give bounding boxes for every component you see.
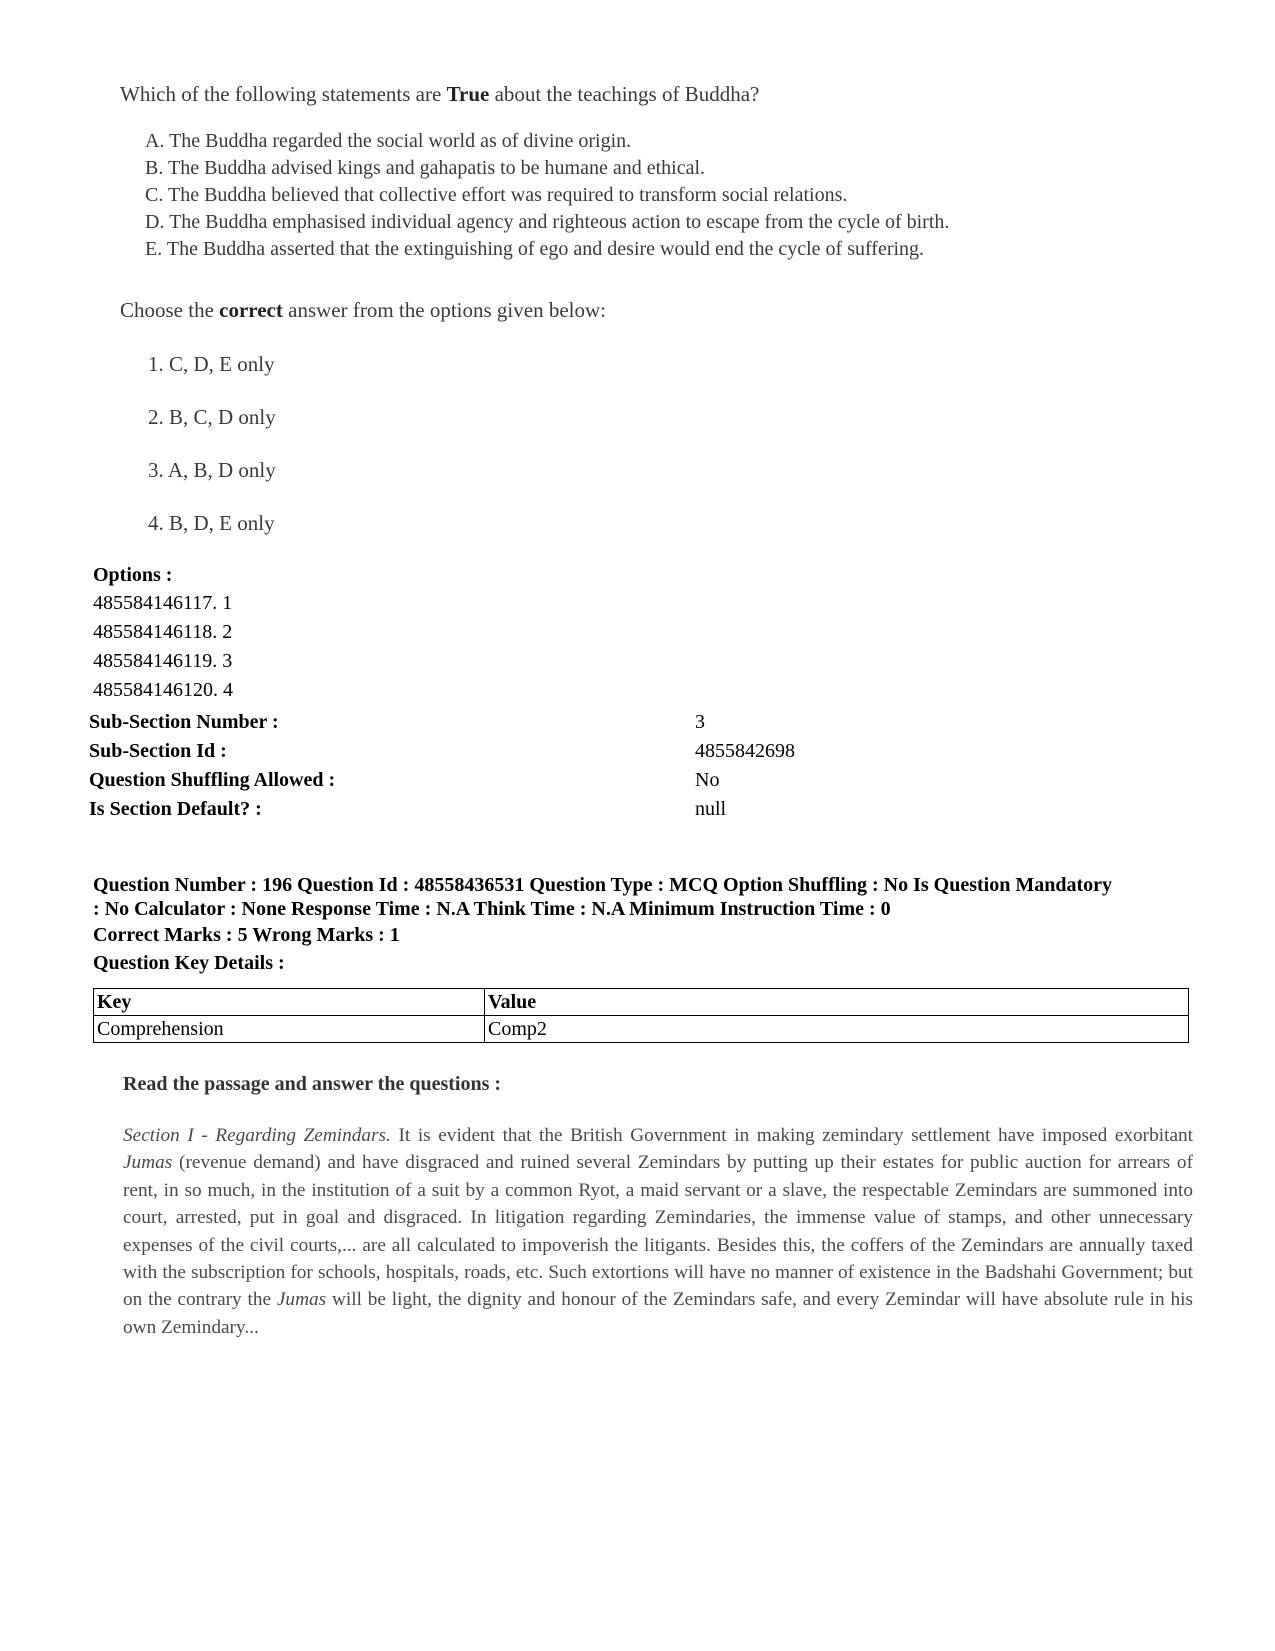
answer-choice-2: 2. B, C, D only	[148, 405, 276, 429]
statement-d: D. The Buddha emphasised individual agency and righteous action to escape from the cycle of birth.	[145, 211, 950, 233]
table-header-row	[94, 989, 1189, 1016]
option-item: 485584146118. 2	[93, 621, 233, 643]
key-details-label: Question Key Details :	[93, 952, 285, 974]
subsection-id-label: Sub-Section Id :	[89, 740, 227, 762]
section-default-label: Is Section Default? :	[89, 798, 262, 820]
question-meta-line1: Question Number : 196 Question Id : 48558436531 Question Type : MCQ Option Shuffling : No Is Question Mandatory	[93, 874, 1112, 896]
question-shuffling-value: No	[695, 769, 720, 791]
question-meta	[93, 873, 1183, 921]
table-cell-value: Comp2	[485, 1016, 1189, 1043]
subsection-number-label: Sub-Section Number :	[89, 711, 279, 733]
table-cell-key: Comprehension	[94, 1016, 485, 1043]
question-shuffling-label: Question Shuffling Allowed :	[89, 769, 336, 791]
question-meta-line2: : No Calculator : None Response Time : N.A Think Time : N.A Minimum Instruction Time : 0	[93, 898, 891, 920]
subsection-number-value: 3	[695, 711, 705, 733]
statement-e: E. The Buddha asserted that the extinguishing of ego and desire would end the cycle of suffering.	[145, 238, 925, 260]
answer-choice-1: 1. C, D, E only	[148, 352, 275, 376]
question-prompt: Which of the following statements are True about the teachings of Buddha?	[120, 82, 760, 106]
table-row	[94, 1016, 1189, 1043]
table-header-value: Value	[485, 989, 1189, 1016]
passage-text: Section I - Regarding Zemindars. It is evident that the British Government in making zemindary settlement have imposed exorbitant Jumas (revenue demand) and have disgraced and ruined several Zemindars by putting up their estates for public auction for arrears of rent, in so much, in the institution of a suit by a common Ryot, a maid servant or a slave, the respectable Zemindars are summoned into court, arrested, put in goal and disgraced. In litigation regarding Zemindaries, the immense value of stamps, and other unnecessary expenses of the civil courts,... are all calculated to impoverish the litigants. Besides this, the coffers of the Zemindars are annually taxed with the subscription for schools, hospitals, roads, etc. Such extortions will have no manner of existence in the Badshahi Government; but on the contrary the Jumas will be light, the dignity and honour of the Zemindars safe, and every Zemindar will have absolute rule in his own Zemindary...	[123, 1125, 1193, 1338]
passage-section-label: Section I - Regarding Zemindars.	[123, 1125, 391, 1146]
table-header-key: Key	[94, 989, 485, 1016]
option-item: 485584146120. 4	[93, 679, 233, 701]
statement-b: B. The Buddha advised kings and gahapatis to be humane and ethical.	[145, 157, 706, 179]
statement-c: C. The Buddha believed that collective effort was required to transform social relations.	[145, 184, 848, 206]
option-item: 485584146117. 1	[93, 592, 233, 614]
answer-choice-3: 3. A, B, D only	[148, 458, 276, 482]
subsection-id-value: 4855842698	[695, 740, 795, 762]
options-label: Options :	[93, 564, 173, 586]
passage-heading: Read the passage and answer the questions :	[123, 1073, 502, 1095]
choose-instruction: Choose the correct answer from the options given below:	[120, 298, 606, 322]
marks-line: Correct Marks : 5 Wrong Marks : 1	[93, 924, 400, 946]
answer-choice-4: 4. B, D, E only	[148, 511, 275, 535]
key-details-table	[93, 988, 1189, 1043]
section-default-value: null	[695, 798, 727, 820]
statement-a: A. The Buddha regarded the social world as of divine origin.	[145, 130, 632, 152]
option-item: 485584146119. 3	[93, 650, 233, 672]
